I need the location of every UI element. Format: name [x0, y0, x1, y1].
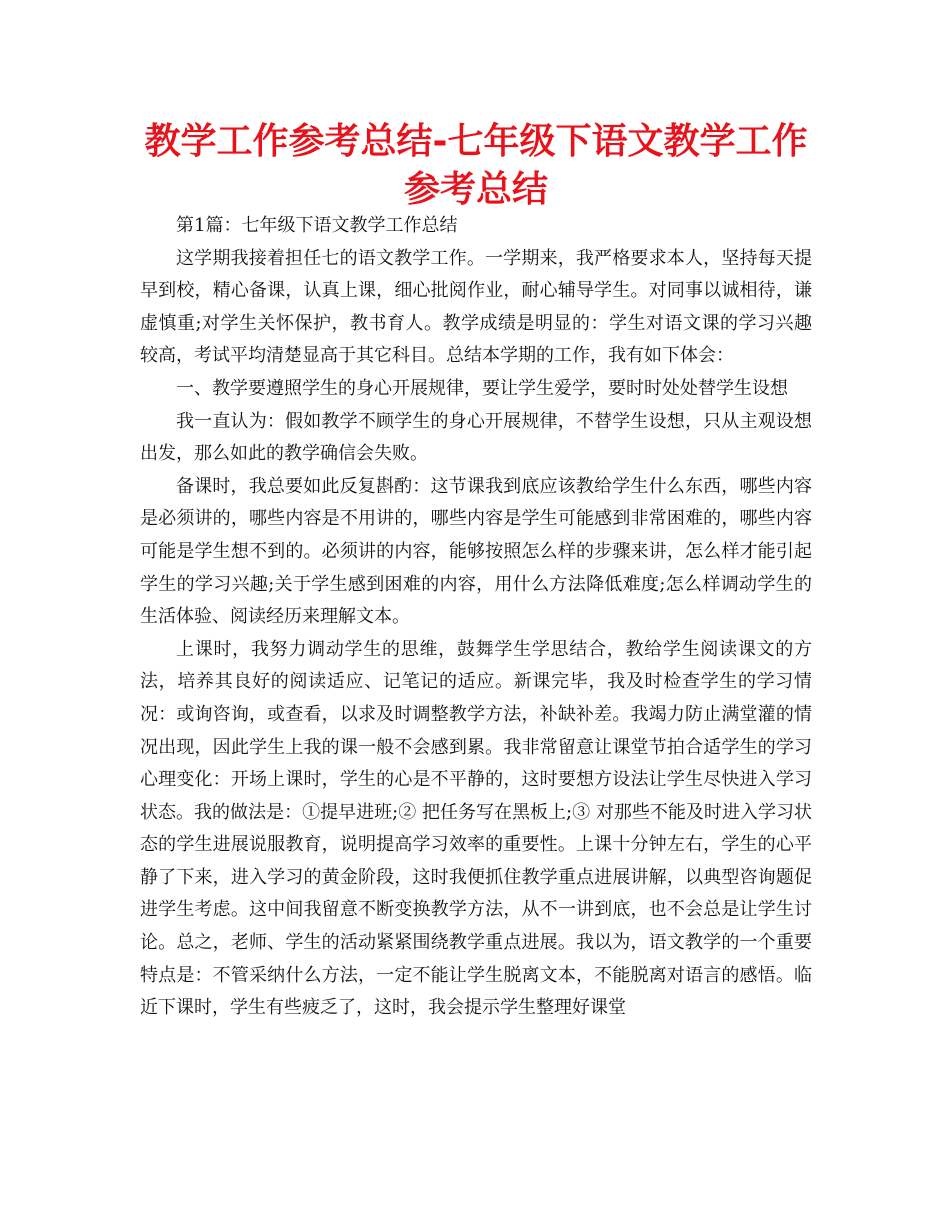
- paragraph-heading: 一、教学要遵照学生的身心开展规律，要让学生爱学，要时时处处替学生设想: [176, 377, 788, 399]
- document-title: 教学工作参考总结-七年级下语文教学工作参考总结: [144, 121, 808, 210]
- paragraph: 备课时，我总要如此反复斟酌：这节课我到底应该教给学生什么东西，哪些内容是必须讲的，哪些内容是不用讲的，哪些内容是学生可能感到非常困难的，哪些内容可能是学生想不到的。必须讲的内容，能够按照怎么样的步骤来讲，怎么样才能引起学生的学习兴趣;关于学生感到困难的内容，用什么方法降低难度;怎么样调动学生的生活体验、阅读经历来理解文本。: [140, 475, 812, 628]
- paragraph: 我一直认为：假如教学不顾学生的身心开展规律，不替学生设想，只从主观设想出发，那么如此的教学确信会失败。: [140, 410, 812, 465]
- document-body: [140, 210, 812, 1025]
- paragraph: 上课时，我努力调动学生的思维，鼓舞学生学思结合，教给学生阅读课文的方法，培养其良好的阅读适应、记笔记的适应。新课完毕，我及时检查学生的学习情况：或询咨询，或查看，以求及时调整教学方法，补缺补差。我竭力防止满堂灌的情况出现，因此学生上我的课一般不会感到累。我非常留意让课堂节拍合适学生的学习心理变化：开场上课时，学生的心是不平静的，这时要想方设法让学生尽快进入学习状态。我的做法是：①提早进班;② 把任务写在黑板上;③ 对那些不能及时进入学习状态的学生进展说服教育，说明提高学习效率的重要性。上课十分钟左右，学生的心平静了下来，进入学习的黄金阶段，这时我便抓住教学重点进展讲解，以典型咨询题促进学生考虑。这中间我留意不断变换教学方法，从不一讲到底，也不会总是让学生讨论。总之，老师、学生的活动紧紧围绕教学重点进展。我以为，语文教学的一个重要特点是：不管采纳什么方法，一定不能让学生脱离文本，不能脱离对语言的感悟。临近下课时，学生有些疲乏了，这时，我会提示学生整理好课堂: [140, 638, 812, 1019]
- paragraph: 这学期我接着担任七的语文教学工作。一学期来，我严格要求本人，坚持每天提早到校，精心备课，认真上课，细心批阅作业，耐心辅导学生。对同事以诚相待，谦虚慎重;对学生关怀保护，教书育人。教学成绩是明显的：学生对语文课的学习兴趣较高，考试平均清楚显高于其它科目。总结本学期的工作，我有如下体会：: [140, 247, 812, 367]
- section-heading: 第1篇：七年级下语文教学工作总结: [176, 215, 458, 236]
